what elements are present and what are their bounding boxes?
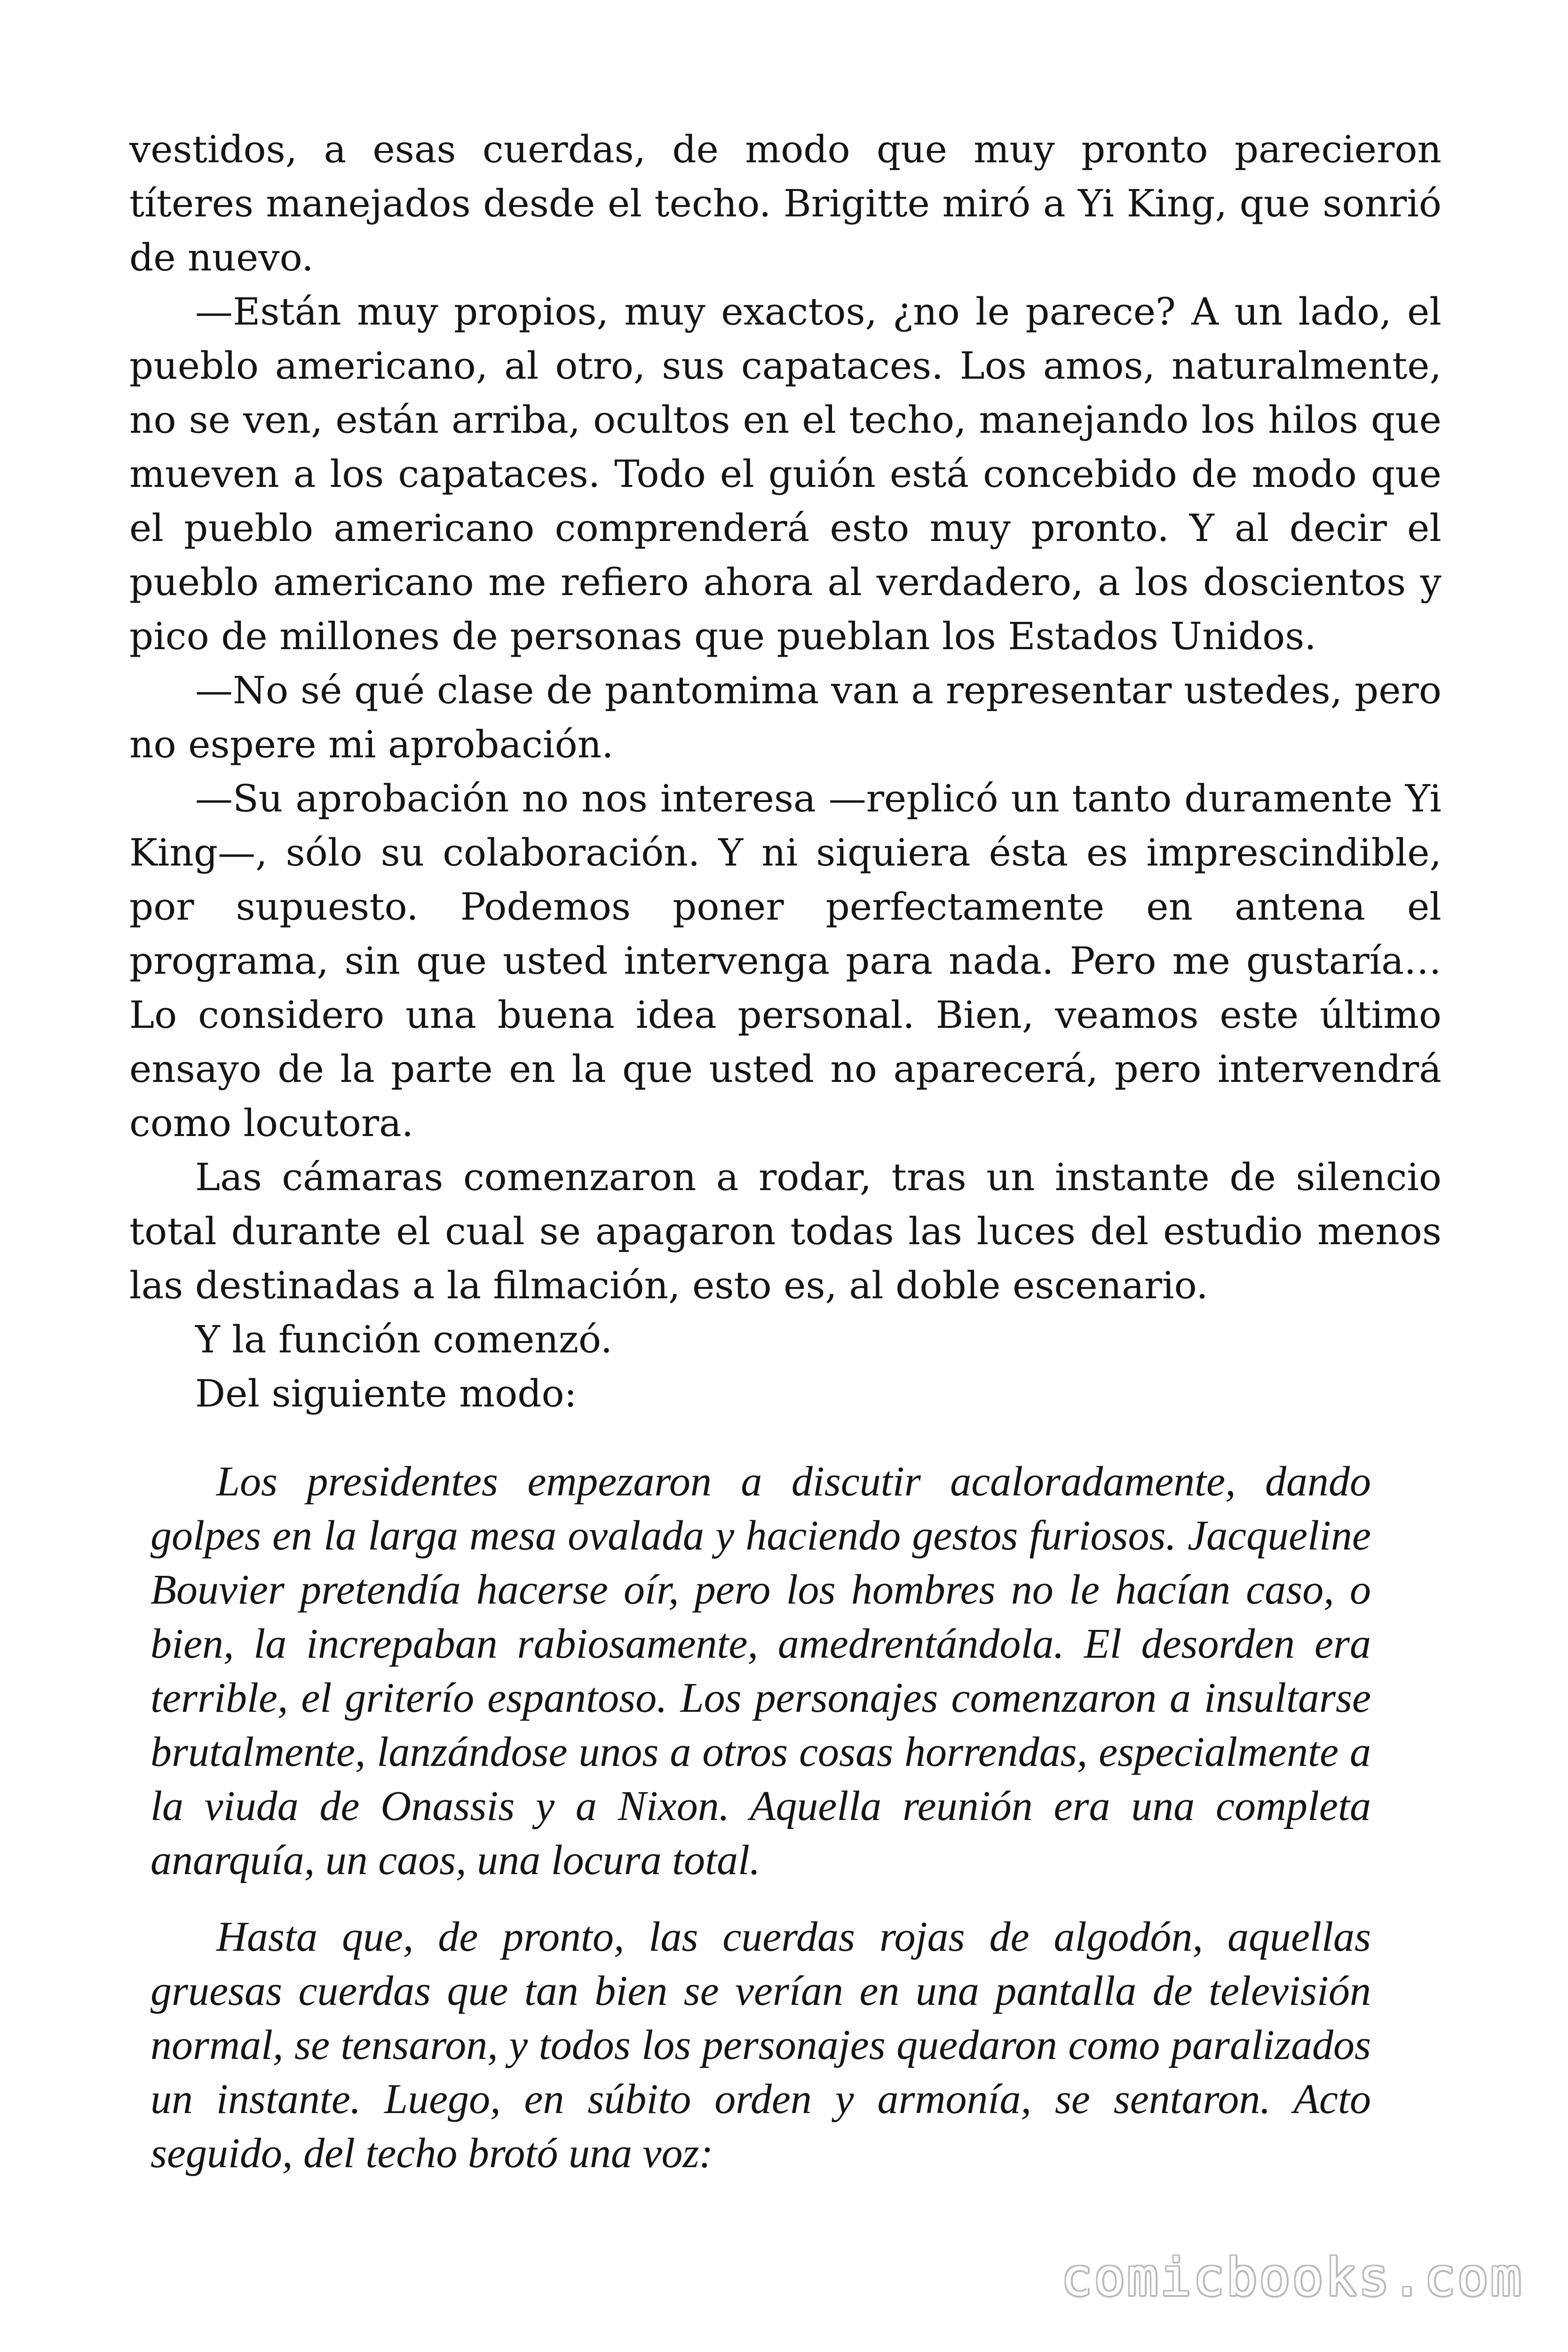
paragraph-3: —No sé qué clase de pantomima van a representar ustedes, pero no espere mi aprobación. — [129, 668, 1441, 766]
watermark-logo: comicbooks.com — [1061, 2247, 1523, 2307]
italic-quote-block — [150, 1454, 1371, 2180]
paragraph-7: Del siguiente modo: — [195, 1372, 577, 1415]
paragraph-6: Y la función comenzó. — [195, 1318, 613, 1361]
paragraph-4: —Su aprobación no nos interesa —replicó un tanto duramente Yi King—, sólo su colaboración. Y ni siquiera ésta es imprescindible, por supuesto. Podemos poner perfectamente en antena el programa, sin que usted intervenga para nada. Pero me gustaría… Lo considero una buena idea personal. Bien, veamos este último ensayo de la parte en la que usted no aparecerá, pero intervendrá como locutora. — [129, 777, 1441, 1145]
paragraph-5: Las cámaras comenzaron a rodar, tras un instante de silencio total durante el cual se apagaron todas las luces del estudio menos las destinadas a la filmación, esto es, al doble escenario. — [129, 1155, 1441, 1307]
quote-paragraph-2: Hasta que, de pronto, las cuerdas rojas de algodón, aquellas gruesas cuerdas que tan bien se verían en una pantalla de televisión normal, se tensaron, y todos los personajes quedaron como paralizados un instante. Luego, en súbito orden y armonía, se sentaron. Acto seguido, del techo brotó una voz: — [150, 1914, 1371, 2177]
paragraph-1: vestidos, a esas cuerdas, de modo que muy pronto parecieron títeres manejados desde el techo. Brigitte miró a Yi King, que sonrió de nuevo. — [129, 127, 1441, 279]
paragraph-2: —Están muy propios, muy exactos, ¿no le parece? A un lado, el pueblo americano, al otro, sus capataces. Los amos, naturalmente, no se ven, están arriba, ocultos en el techo, manejando los hilos que mueven a los capataces. Todo el guión está concebido de modo que el pueblo americano comprenderá esto muy pronto. Y al decir el pueblo americano me refiero ahora al verdadero, a los doscientos y pico de millones de personas que pueblan los Estados Unidos. — [129, 290, 1441, 658]
book-page — [129, 122, 1441, 2180]
quote-paragraph-1: Los presidentes empezaron a discutir acaloradamente, dando golpes en la larga mesa ovalada y haciendo gestos furiosos. Jacqueline Bouvier pretendía hacerse oír, pero los hombres no le hacían caso, o bien, la increpaban rabiosamente, amedrentándola. El desorden era terrible, el griterío espantoso. Los personajes comenzaron a insultarse brutalmente, lanzándose unos a otros cosas horrendas, especialmente a la viuda de Onassis y a Nixon. Aquella reunión era una completa anarquía, un caos, una locura total. — [150, 1458, 1371, 1883]
